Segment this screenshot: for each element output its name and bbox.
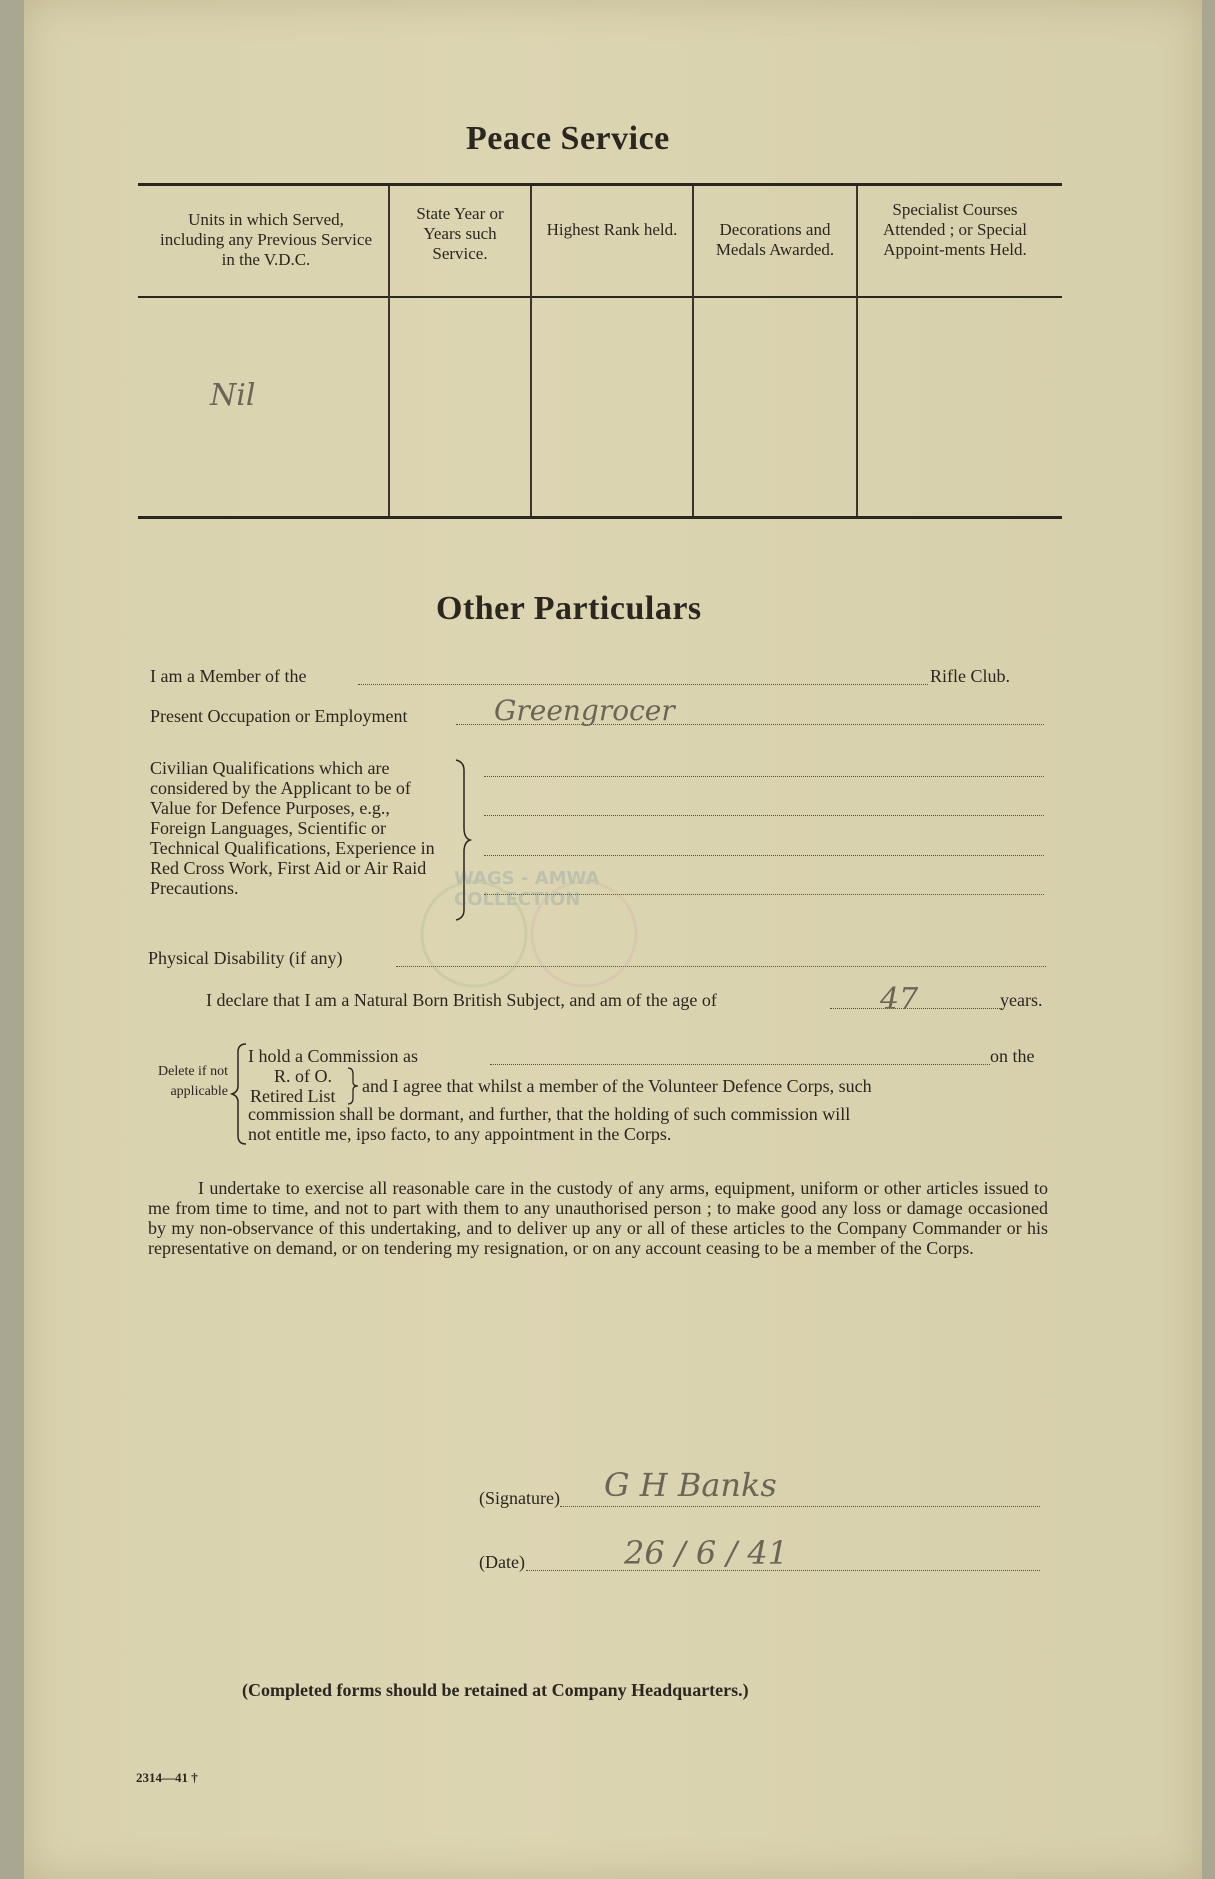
civilian-qualifications-label: Civilian Qualifications which are considered by the Applicant to be of Value for Defence Purposes, e.g., Foreign Languages, Scientific or Technical Qualifications, Experience in Red Cross Work, First Aid or Air Raid Precautions. (150, 758, 435, 898)
footer-note: (Completed forms should be retained at Company Headquarters.) (242, 1680, 749, 1700)
collection-watermark (404, 868, 644, 994)
delete-note: Delete if not applicable (158, 1064, 228, 1099)
handwritten-signature: G H Banks (604, 1466, 777, 1504)
commission-on-the: on the (990, 1046, 1035, 1066)
table-divider (388, 186, 390, 516)
signature-label: (Signature) (479, 1488, 560, 1508)
physical-disability-label: Physical Disability (if any) (148, 948, 343, 968)
peace-service-title: Peace Service (466, 120, 670, 157)
table-divider (692, 186, 694, 516)
commission-field (490, 1064, 990, 1065)
column-header-years: State Year or Years such Service. (416, 204, 504, 263)
occupation-label: Present Occupation or Employment (150, 706, 408, 726)
table-bottom-rule (138, 516, 1062, 519)
rifle-club-suffix: Rifle Club. (930, 666, 1010, 686)
commission-text-2: commission shall be dormant, and further, that the holding of such commission will (248, 1104, 851, 1124)
commission-line-1: I hold a Commission as (248, 1046, 418, 1066)
form-number: 2314—41 † (136, 1770, 198, 1785)
handwritten-date: 26 / 6 / 41 (624, 1534, 789, 1572)
undertaking-paragraph: I undertake to exercise all reasonable care in the custody of any arms, equipment, uniform or other articles issued to me from time to time, and not to part with them to any unauthorised person ; to make good any loss or damage occasioned by my non-observance of this undertaking, and to deliver up any or all of these articles to the Company Commander or his representative on demand, or on tendering my resignation, or on any account ceasing to be a member of the Corps. (148, 1178, 1048, 1258)
handwritten-age: 47 (880, 982, 919, 1017)
table-divider (530, 186, 532, 516)
signature-field (560, 1506, 1040, 1507)
rifle-club-label: I am a Member of the (150, 666, 307, 686)
commission-retired: Retired List (250, 1086, 336, 1106)
qualification-line (484, 855, 1044, 856)
column-header-rank: Highest Rank held. (546, 220, 678, 239)
commission-text-1: and I agree that whilst a member of the Volunteer Defence Corps, such (362, 1076, 872, 1096)
ro-brace (346, 1066, 360, 1106)
qualification-line (484, 815, 1044, 816)
handwritten-nil: Nil (210, 378, 256, 413)
commission-text-3: not entitle me, ipso facto, to any appointment in the Corps. (248, 1124, 672, 1144)
column-header-specialist: Specialist Courses Attended ; or Special Appoint-ments Held. (883, 200, 1027, 259)
table-divider (856, 186, 858, 516)
table-top-rule (138, 183, 1062, 186)
column-header-units: Units in which Served, including any Previous Service in the V.D.C. (160, 210, 372, 269)
date-label: (Date) (479, 1552, 525, 1572)
column-header-decorations: Decorations and Medals Awarded. (715, 220, 835, 259)
qualification-line (484, 776, 1044, 777)
commission-ro: R. of O. (274, 1066, 332, 1086)
commission-brace (230, 1042, 248, 1146)
declaration-text: I declare that I am a Natural Born British Subject, and am of the age of (206, 990, 717, 1010)
table-header-rule (138, 296, 1062, 298)
watermark-text: WAGS - AMWA COLLECTION (454, 868, 600, 910)
handwritten-occupation: Greengrocer (494, 694, 675, 727)
rifle-club-field (358, 684, 928, 685)
form-page (24, 0, 1202, 1879)
other-particulars-title: Other Particulars (436, 590, 702, 627)
declaration-suffix: years. (1000, 990, 1043, 1010)
